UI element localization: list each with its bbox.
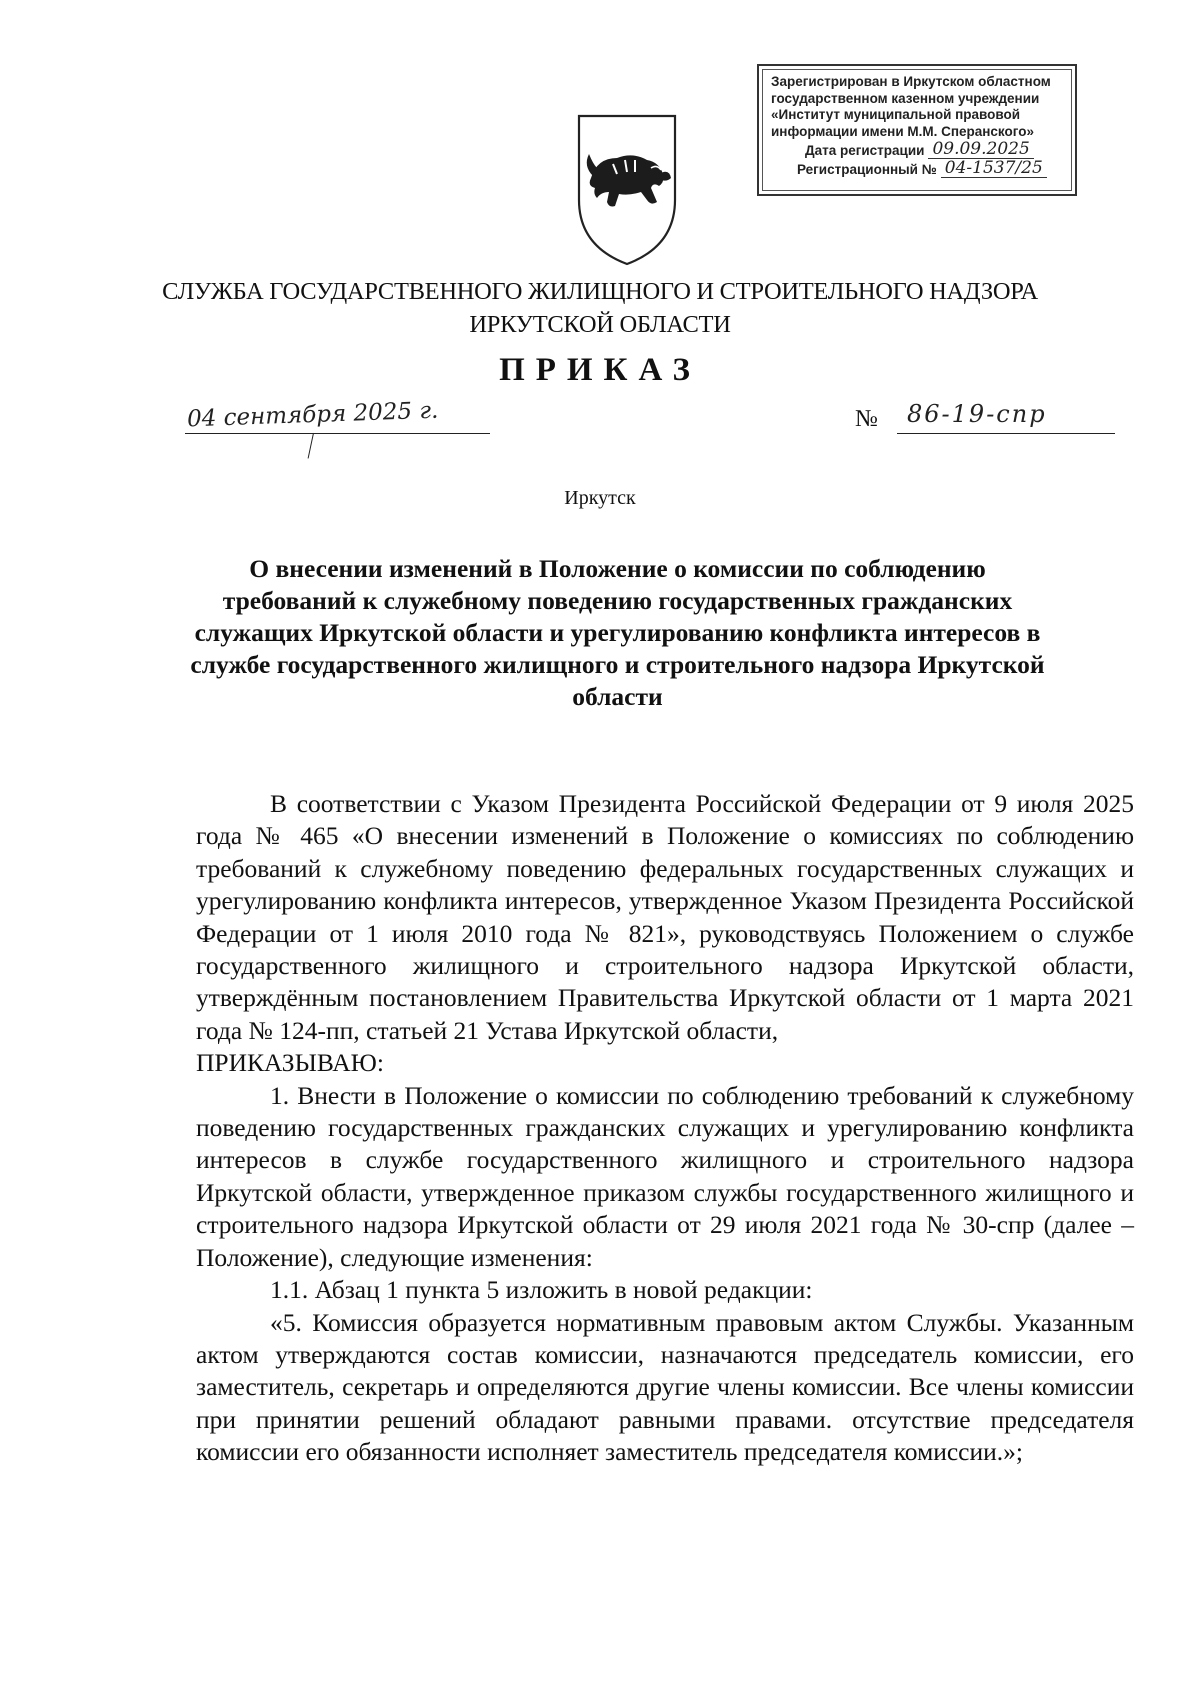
organization-name-line2: ИРКУТСКОЙ ОБЛАСТИ bbox=[469, 311, 731, 338]
number-underline bbox=[897, 433, 1115, 434]
handwritten-number: 86-19-спр bbox=[907, 400, 1047, 428]
stamp-date-value: 09.09.2025 bbox=[928, 140, 1033, 159]
document-number bbox=[855, 400, 1115, 440]
document-subject: О внесении изменений в Положение о комиссии по соблюдению требований к служебному поведению государственных гражданских служащих Иркутской области и урегулированию конфликта интересов в службе государственного жилищного и строительного надзора Иркутской области bbox=[190, 554, 1045, 711]
document-body bbox=[196, 788, 1134, 1469]
organization-name-line1: СЛУЖБА ГОСУДАРСТВЕННОГО ЖИЛИЩНОГО И СТРОИТЕЛЬНОГО НАДЗОРА bbox=[162, 278, 1038, 305]
stamp-line: информации имени М.М. Сперанского» bbox=[771, 123, 1034, 139]
document-type-title: ПРИКАЗ bbox=[499, 352, 701, 388]
coat-of-arms-icon bbox=[573, 108, 681, 268]
stamp-reg-label: Регистрационный № bbox=[797, 161, 937, 177]
number-sign: № bbox=[855, 406, 878, 432]
stamp-date-row bbox=[805, 140, 1065, 159]
body-paragraph: «5. Комиссия образуется нормативным правовым актом Службы. Указанным актом утверждаются состав комиссии, назначаются председатель комиссии, его заместитель, секретарь и определяются другие члены комиссии. Все члены комиссии при принятии решений обладают равными правами. отсутствие председателя комиссии его обязанности исполняет заместитель председателя комиссии.»; bbox=[196, 1307, 1134, 1467]
order-word: ПРИКАЗЫВАЮ: bbox=[196, 1048, 384, 1078]
stamp-line: «Институт муниципальной правовой bbox=[771, 107, 1021, 122]
stamp-date-label: Дата регистрации bbox=[805, 142, 925, 158]
registration-stamp bbox=[757, 64, 1077, 196]
stamp-reg-value: 04-1537/25 bbox=[941, 159, 1047, 178]
body-paragraph: 1.1. Абзац 1 пункта 5 изложить в новой редакции: bbox=[270, 1275, 813, 1305]
date-tick-mark bbox=[308, 433, 314, 459]
handwritten-date: 04 сентября 2025 г. bbox=[186, 397, 439, 433]
body-paragraph: 1. Внести в Положение о комиссии по соблюдению требований к служебному поведению государственных гражданских служащих и урегулированию конфликта интересов в службе государственного жилищного и строительного надзора Иркутской области, утвержденное приказом службы государственного жилищного и строительного надзора Иркутской области от 29 июля 2021 года № 30-спр (далее – Положение), следующие изменения: bbox=[196, 1080, 1134, 1272]
stamp-line: государственном казенном учреждении bbox=[771, 90, 1040, 106]
stamp-line: Зарегистрирован в Иркутском областном bbox=[771, 74, 1051, 89]
document-date bbox=[185, 397, 490, 460]
stamp-reg-row bbox=[797, 159, 1065, 178]
body-paragraph: В соответствии с Указом Президента Российской Федерации от 9 июля 2025 года № 465 «О внесении изменений в Положение о комиссиях по соблюдению требований к служебному поведению федеральных государственных служащих и урегулированию конфликта интересов, утвержденное Указом Президента Российской Федерации от 1 июля 2010 года № 821», руководствуясь Положением о службе государственного жилищного и строительного надзора Иркутской области, утверждённым постановлением Правительства Иркутской области от 1 марта 2021 года № 124-пп, статьей 21 Устава Иркутской области, bbox=[196, 789, 1134, 1045]
date-underline bbox=[185, 433, 490, 434]
city-name: Иркутск bbox=[564, 487, 636, 509]
